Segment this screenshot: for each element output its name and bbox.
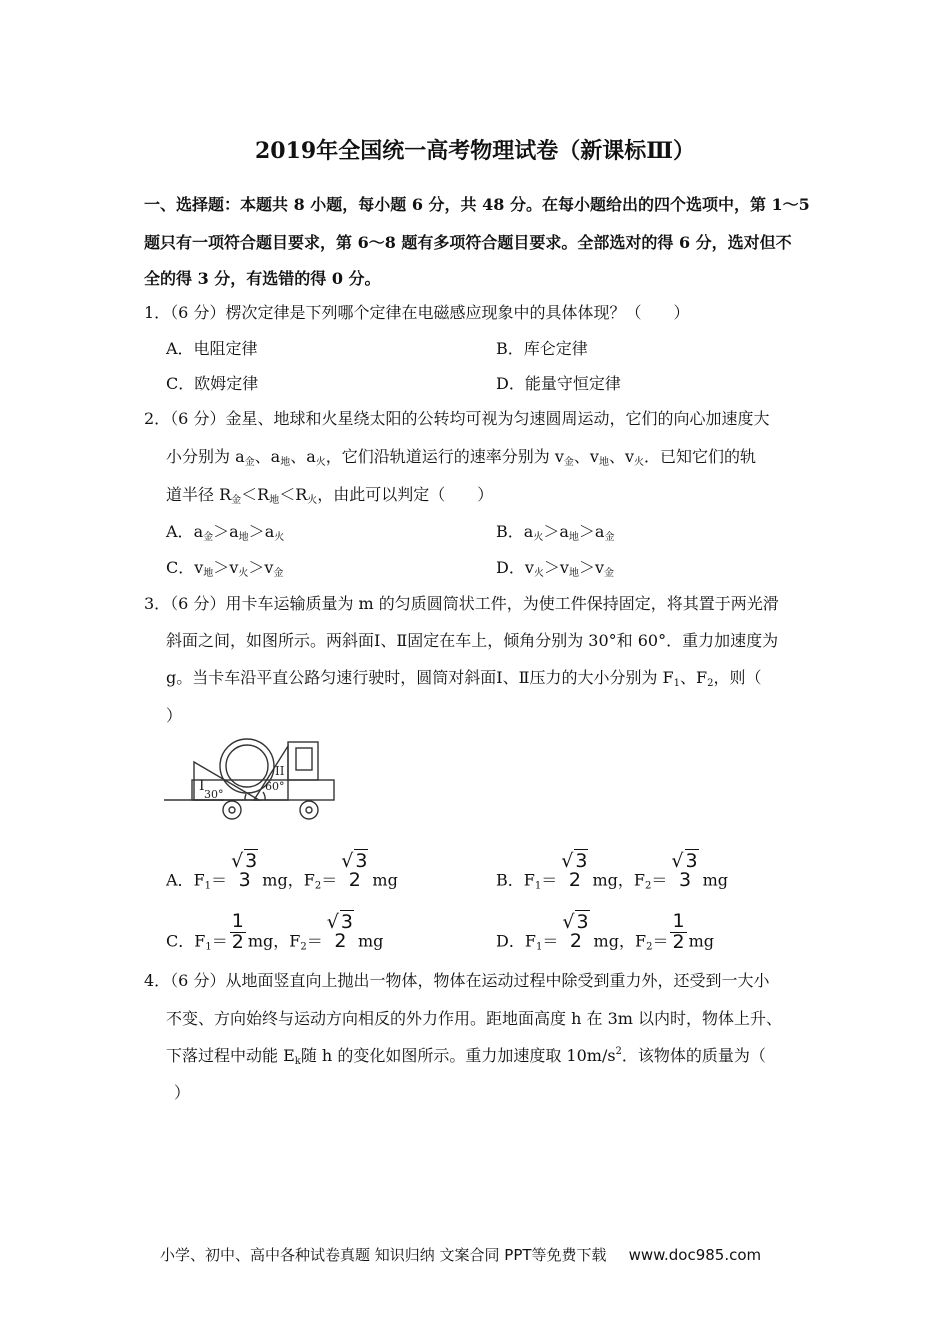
question-3-option-a: A．$F_1=$ √ 3 3 mg，$F_2=$ √ 3 2 mg <box>166 850 398 892</box>
question-4-line-4: ） <box>174 1083 191 1102</box>
footer-text: 小学、初中、高中各种试卷真题 知识归纳 文案合同 PPT等免费下载 <box>160 1246 607 1264</box>
question-1-option-b: B．库仑定律 <box>496 339 588 358</box>
wheel-1 <box>223 801 241 819</box>
section-instructions-line-1: 一、选择题：本题共 8 小题，每小题 6 分，共 48 分。在每小题给出的四个选项中，第 1～5 <box>144 195 810 214</box>
question-3-option-c: C．$F_1=$ $\frac{1}{2}$ mg，$F_2=$ √ 3 2 mg <box>166 910 384 953</box>
question-3-option-d: D．$F_1=$ √ 3 2 mg，$F_2=$ $\frac{1}{2}$ mg <box>496 910 714 953</box>
question-2-option-c: C．$v_地>v_火>v_金$ <box>166 558 284 579</box>
wheel-2-hub <box>306 807 312 813</box>
footer-url[interactable]: www.doc985.com <box>628 1246 762 1264</box>
incline-1-label: I <box>199 778 205 794</box>
incline-2-label: II <box>275 764 285 778</box>
question-2-option-a: A．$a_金>a_地>a_火$ <box>166 522 285 543</box>
question-3-line-3: g。当卡车沿平直公路匀速行驶时，圆筒对斜面Ⅰ、Ⅱ压力的大小分别为 $F_1$、$F_2$，则（ <box>166 668 762 689</box>
question-1-stem: 1．（6 分）楞次定律是下列哪个定律在电磁感应现象中的具体体现？（ ） <box>144 303 690 322</box>
angle-arc-30 <box>245 794 246 800</box>
page-footer <box>160 1244 761 1265</box>
question-4-line-1: 4．（6 分）从地面竖直向上抛出一物体，物体在运动过程中除受到重力外，还受到一大小 <box>144 971 770 990</box>
question-2-option-b: B．$a_火>a_地>a_金$ <box>496 522 615 543</box>
angle-60-label: 60° <box>265 780 285 793</box>
truck-diagram <box>164 736 340 828</box>
cylinder-inner <box>226 745 268 787</box>
question-4-line-2: 不变、方向始终与运动方向相反的外力作用。距地面高度 h 在 3m 以内时，物体上升、 <box>166 1009 783 1028</box>
truck-cylinder-figure <box>164 736 340 832</box>
question-3-line-1: 3．（6 分）用卡车运输质量为 m 的匀质圆筒状工件，为使工件保持固定，将其置于两光滑 <box>144 594 779 613</box>
wheel-1-hub <box>229 807 235 813</box>
question-2-option-d: D．$v_火>v_地>v_金$ <box>496 558 615 579</box>
question-2-line-3: 道半径 $R_金<R_地<R_火$，由此可以判定（ ） <box>166 485 494 506</box>
angle-arc-60 <box>263 792 265 800</box>
page-title: 2019年全国统一高考物理试卷（新课标Ⅲ） <box>254 138 696 164</box>
question-3-option-b: B．$F_1=$ √ 3 2 mg，$F_2=$ √ 3 3 mg <box>496 850 729 892</box>
question-3-line-2: 斜面之间，如图所示。两斜面Ⅰ、Ⅱ固定在车上，倾角分别为 30°和 60°．重力加速度为 <box>166 631 779 650</box>
question-1-option-a: A．电阻定律 <box>166 339 258 358</box>
question-1-option-c: C．欧姆定律 <box>166 374 259 393</box>
angle-30-label: 30° <box>204 788 224 801</box>
question-4-line-3: 下落过程中动能 $E_k$随 h 的变化如图所示。重力加速度取 $10m/s^2$．该物体的质量为（ <box>166 1046 766 1067</box>
cab-window <box>296 748 312 770</box>
question-2-line-2: 小分别为 $a_金$、$a_地$、$a_火$，它们沿轨道运行的速率分别为 $v_金$、$v_地$、$v_火$．已知它们的轨 <box>166 447 757 468</box>
question-2-line-1: 2．（6 分）金星、地球和火星绕太阳的公转均可视为匀速圆周运动，它们的向心加速度大 <box>144 409 770 428</box>
question-1-option-d: D．能量守恒定律 <box>496 374 621 393</box>
wheel-2 <box>300 801 318 819</box>
section-instructions-line-2: 题只有一项符合题目要求，第 6～8 题有多项符合题目要求。全部选对的得 6 分，选对但不 <box>144 233 792 252</box>
section-instructions-line-3: 全的得 3 分，有选错的得 0 分。 <box>144 269 381 288</box>
question-3-line-4: ） <box>166 706 183 725</box>
